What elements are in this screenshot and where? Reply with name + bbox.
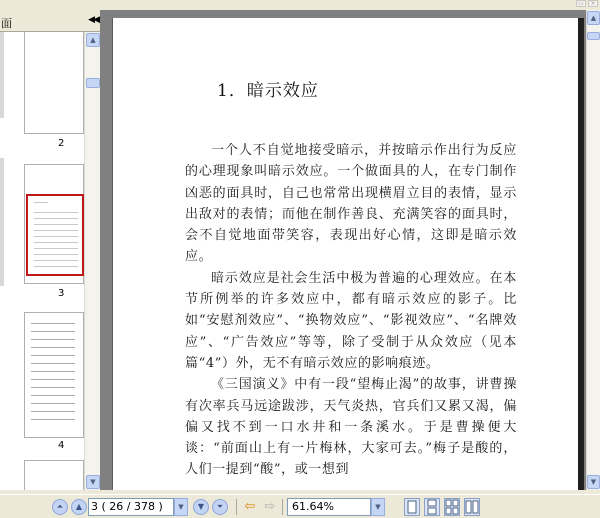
thumbnail-text-line	[31, 403, 75, 404]
continuous-view-icon[interactable]	[424, 498, 440, 516]
thumbnail-list	[0, 32, 84, 490]
first-page-icon[interactable]: ⏶	[52, 499, 68, 515]
body-paragraph: 暗示效应是社会生活中极为普遍的心理效应。在本节所例举的许多效应中，都有暗示效应的影子。比如“安慰剂效应”、“换物效应”、“影视效应”、“名牌效应”、“广告效应”等等，除了受制于从众效应（见本篇“4”）外，无不有暗示效应的影响痕迹。	[185, 270, 517, 371]
scrollbar-thumb[interactable]	[587, 32, 600, 40]
thumbnail-page-3-frame[interactable]	[24, 164, 84, 284]
thumbnails-scrollbar[interactable]	[84, 32, 100, 490]
forward-icon[interactable]: ⇨	[264, 499, 276, 514]
thumbnail-text-line	[34, 248, 78, 249]
scroll-up-icon[interactable]: ▲	[86, 33, 100, 47]
zoom-field[interactable]: 61.64%	[287, 498, 371, 516]
window-controls	[576, 0, 598, 8]
thumbnail-page-3-selection	[26, 194, 84, 276]
document-scrollbar[interactable]	[586, 10, 600, 490]
thumbnail-label-page-4: 4	[58, 440, 65, 451]
previous-page-icon[interactable]: ▲	[71, 499, 87, 515]
continuous-facing-view-icon[interactable]	[464, 498, 480, 516]
document-page	[112, 18, 578, 490]
navigation-toolbar	[0, 494, 600, 518]
thumbnail-text-line	[31, 347, 75, 348]
thumbnail-page-5[interactable]	[24, 460, 84, 490]
thumbnail-text-line	[31, 411, 75, 412]
continuous-facing-view-glyph	[465, 499, 479, 515]
close-icon[interactable]: ×	[588, 0, 598, 7]
thumbnail-left-edge	[0, 32, 4, 118]
thumbnail-text-line	[34, 218, 78, 219]
thumbnail-text-line	[34, 230, 78, 231]
restore-icon[interactable]: ▭	[576, 0, 586, 7]
thumbnail-text-line	[31, 355, 75, 356]
scroll-down-icon[interactable]: ▼	[86, 475, 100, 489]
title-strip	[0, 0, 600, 8]
thumbnail-text-line	[34, 224, 78, 225]
thumbnails-panel	[0, 10, 100, 490]
thumbnail-text-line	[31, 395, 75, 396]
toolbar-separator	[282, 499, 283, 515]
scroll-up-icon[interactable]: ▲	[587, 11, 600, 25]
document-view	[100, 10, 600, 490]
page-heading: 1．暗示效应	[217, 81, 319, 101]
last-page-icon[interactable]: ⏷	[212, 499, 228, 515]
thumbnail-text-line	[31, 363, 75, 364]
thumbnail-label-page-3: 3	[58, 288, 65, 299]
single-page-view-icon[interactable]	[404, 498, 420, 516]
thumbnail-text-line	[34, 212, 78, 213]
thumbnails-header-label: 面	[1, 17, 12, 30]
thumbnail-text-line	[34, 266, 78, 267]
page-dropdown-icon[interactable]: ▼	[174, 498, 188, 516]
scrollbar-thumb[interactable]	[86, 78, 100, 88]
body-paragraph: 《三国演义》中有一段“望梅止渴”的故事，讲曹操有次率兵马远途跋涉，天气炎热，官兵们又累又渴，偏偏又找不到一口水井和一条溪水。于是曹操便大谈：“前面山上有一片梅林，大家可去。”梅子是酸的，人们一提到“酸”，或一想到	[185, 377, 517, 478]
toolbar-separator	[236, 499, 237, 515]
body-paragraph: 一个人不自觉地接受暗示，并按暗示作出行为反应的心理现象叫暗示效应。一个做面具的人，在专门制作凶恶的面具时，自己也常常出现横眉立目的表情，显示出敌对的表情；而他在制作善良、充满笑容的面具时，会不自觉地面带笑容，表现出好心情，这即是暗示效应。	[185, 143, 517, 265]
thumbnail-page-2[interactable]	[24, 32, 84, 134]
facing-view-glyph	[445, 499, 459, 515]
thumbnail-text-line	[34, 202, 48, 203]
thumbnail-text-line	[31, 323, 75, 324]
next-page-icon[interactable]: ▼	[193, 499, 209, 515]
thumbnail-label-page-2: 2	[58, 138, 65, 149]
facing-view-icon[interactable]	[444, 498, 460, 516]
thumbnail-page-4[interactable]	[24, 312, 84, 438]
thumbnail-text-line	[34, 260, 78, 261]
thumbnail-text-line	[31, 331, 75, 332]
collapse-panel-icon[interactable]: ◀◀	[88, 15, 98, 25]
zoom-dropdown-icon[interactable]: ▼	[371, 498, 385, 516]
continuous-view-glyph	[425, 499, 439, 515]
page-number-field[interactable]: 3 ( 26 / 378 )	[88, 498, 174, 516]
page-body	[185, 140, 517, 481]
thumbnail-text-line	[31, 339, 75, 340]
thumbnail-text-line	[34, 254, 78, 255]
thumbnail-left-edge	[0, 158, 4, 286]
thumbnail-text-line	[31, 371, 75, 372]
thumbnail-text-line	[31, 419, 75, 420]
thumbnail-text-line	[34, 236, 78, 237]
thumbnail-text-line	[34, 242, 78, 243]
thumbnail-text-line	[31, 379, 75, 380]
scroll-down-icon[interactable]: ▼	[587, 475, 600, 489]
thumbnail-text-line	[31, 387, 75, 388]
page-shadow	[578, 18, 584, 490]
single-page-view-glyph	[405, 499, 419, 515]
thumbnails-header	[0, 10, 100, 32]
back-icon[interactable]: ⇦	[244, 499, 256, 514]
